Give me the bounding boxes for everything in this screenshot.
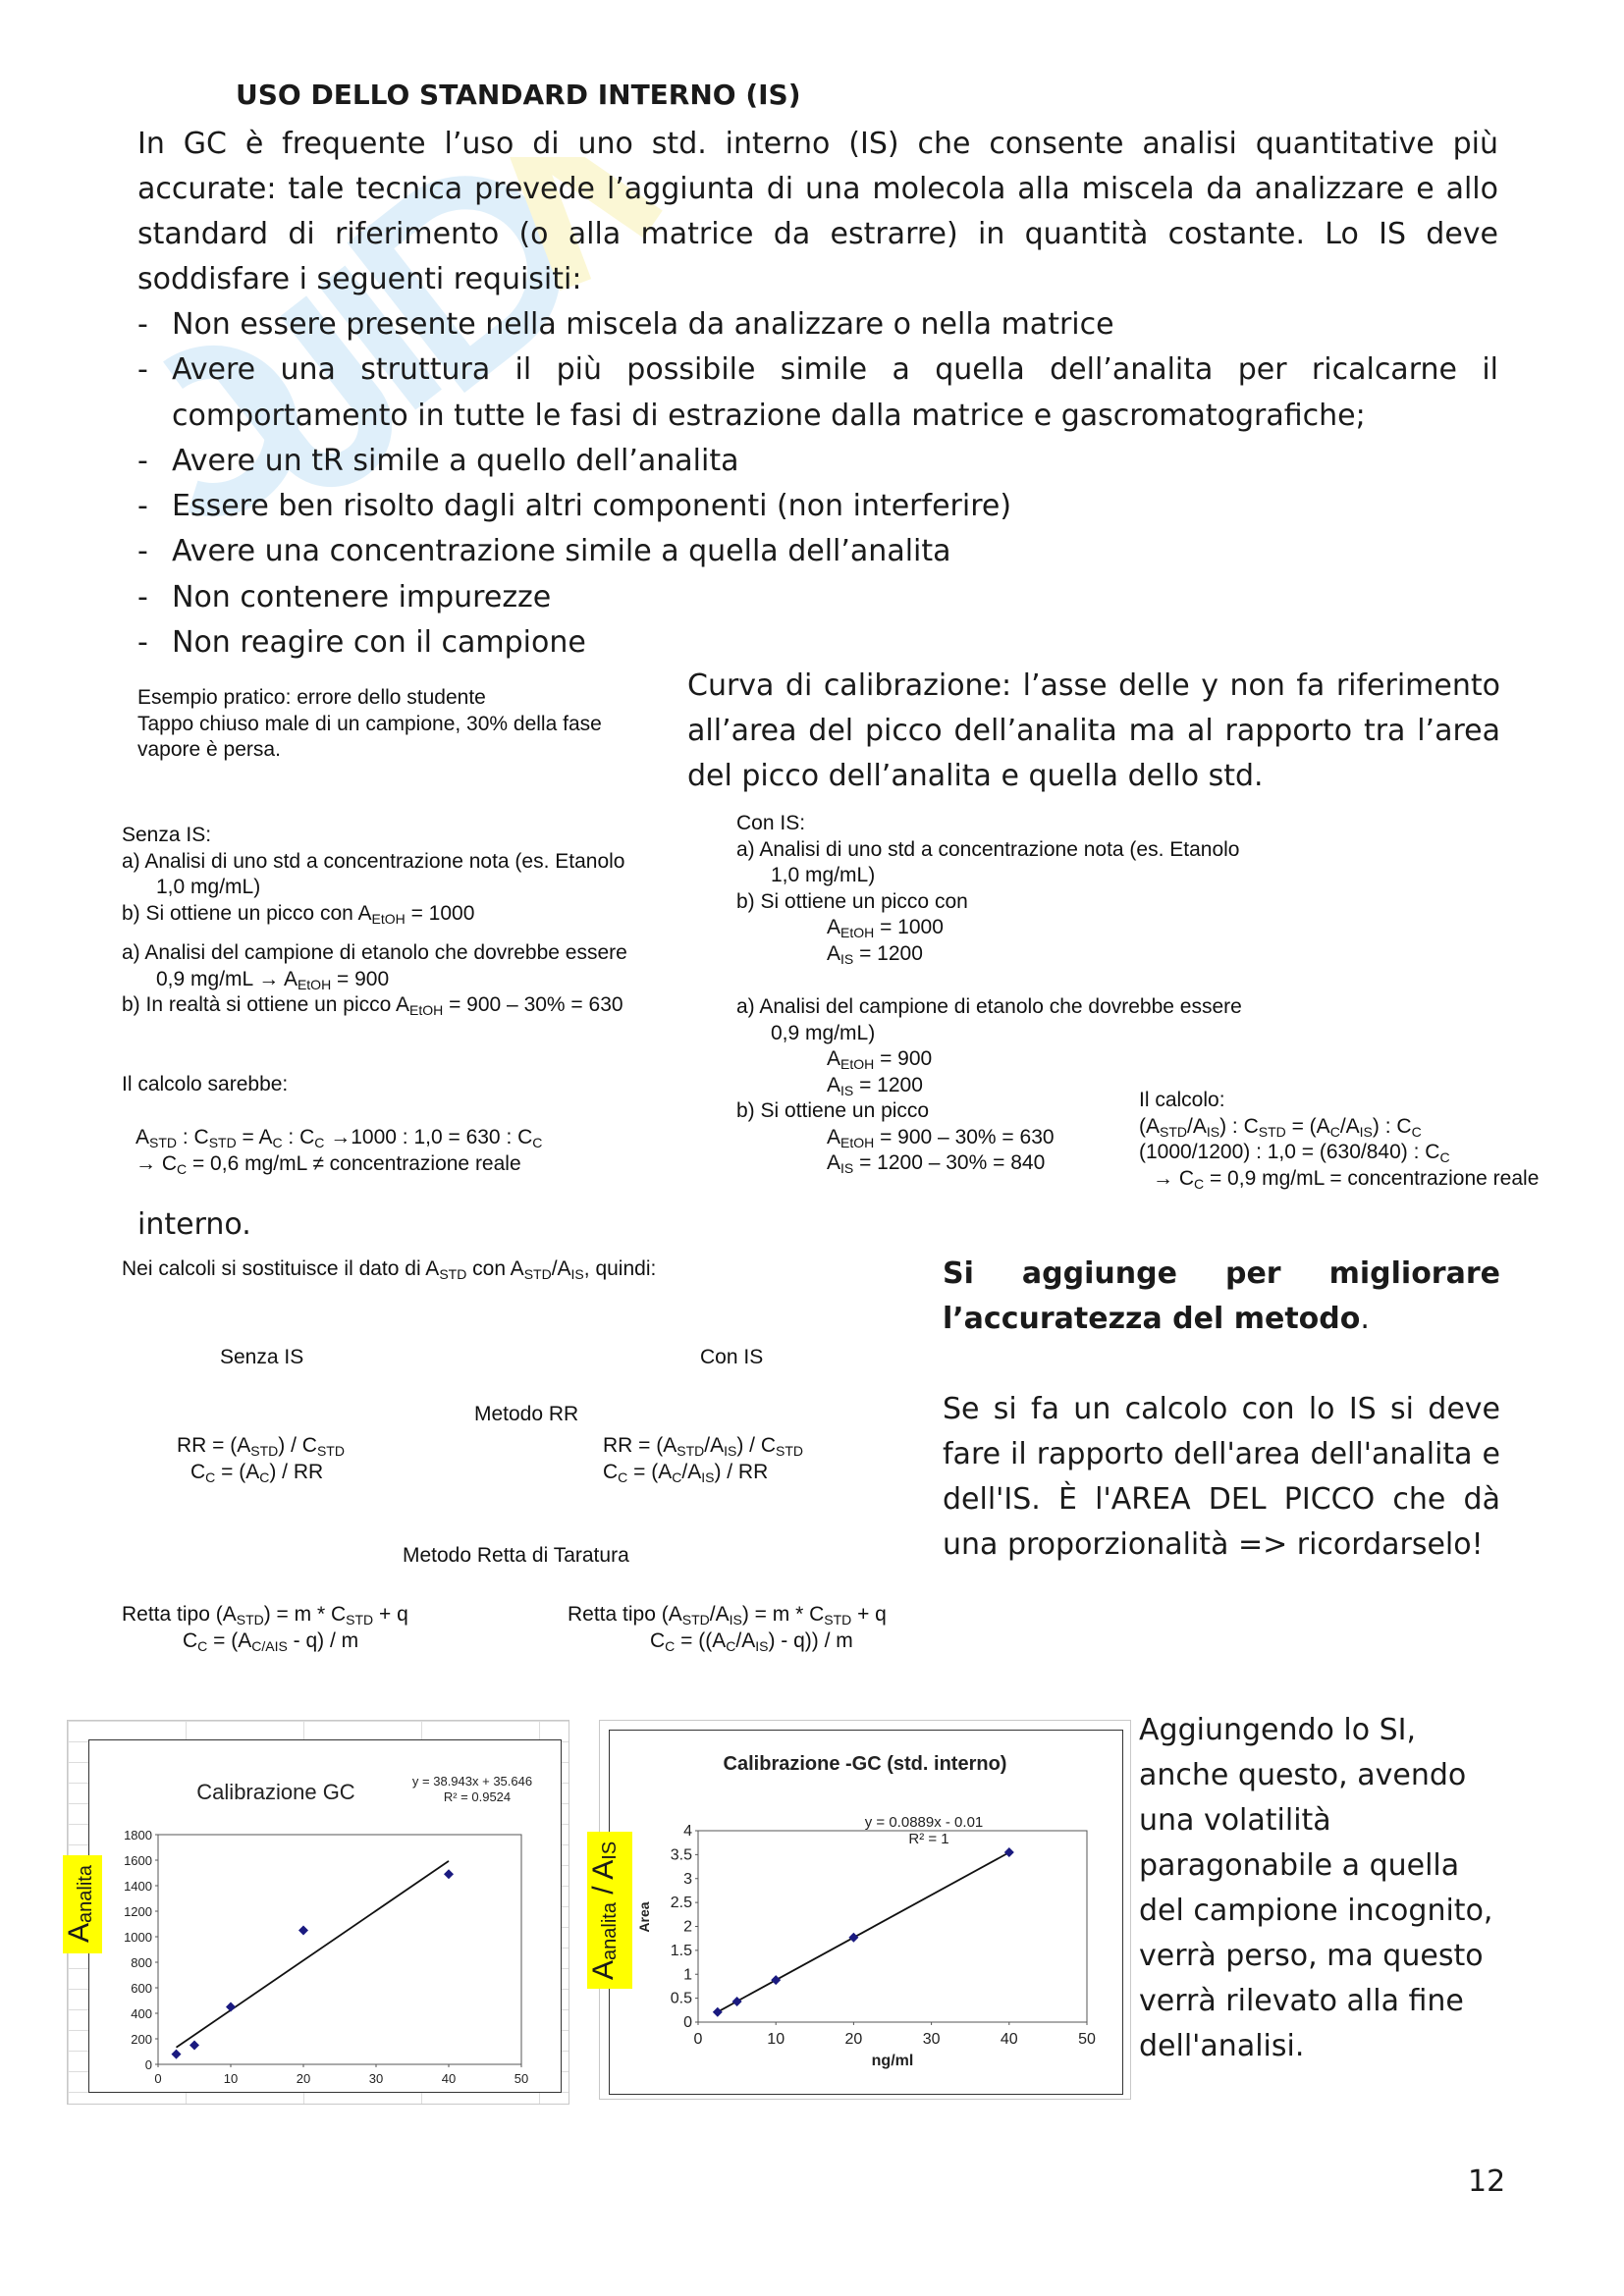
trendline-equation: y = 38.943x + 35.646	[411, 1774, 533, 1789]
data-point	[771, 1975, 781, 1985]
section-title: USO DELLO STANDARD INTERNO (IS)	[236, 79, 801, 111]
y-tick-label: 1.5	[670, 1942, 692, 1959]
x-tick-label: 40	[1000, 2031, 1018, 2048]
chart1-ylabel: $A_{analita}$	[63, 1855, 102, 1953]
calc-line: → $C_C = 0,9$ mg/mL = concentrazione reale	[1153, 1166, 1540, 1192]
step-text: b) Si ottiene un picco	[736, 1099, 930, 1122]
accuracy-note: Si aggiunge per migliorare l’accuratezza del metodo.	[943, 1256, 1500, 1336]
list-item: - Avere una struttura il più possibile simile a quella dell’analita per ricalcarne il comportamento in tutte le fasi di estrazione dalla matrice e gascromatografiche;	[137, 347, 1498, 439]
rr-formula-right	[603, 1433, 803, 1485]
list-item: - Essere ben risolto dagli altri componenti (non interferire)	[137, 484, 1498, 529]
formula-line: $C_C = (A_C)$ / RR	[190, 1460, 324, 1485]
rr-formula-left	[177, 1433, 345, 1485]
substitution-note	[122, 1256, 656, 1283]
y-tick-label: 600	[131, 1981, 152, 1996]
y-tick-label: 2.5	[670, 1895, 692, 1912]
con-is-label: Con IS	[700, 1346, 764, 1368]
step-text: 0,9 $mg/mL \to A_{EtOH} = 900$	[156, 967, 390, 992]
x-tick-label: 20	[844, 2031, 863, 2048]
y-tick-label: 1400	[124, 1879, 152, 1894]
calc-line: (1000/1200) : 1,0 = (630/840) : $C_C$	[1139, 1141, 1450, 1165]
block-heading: Senza IS:	[122, 824, 212, 846]
retta-formula-left	[122, 1602, 408, 1654]
y-tick-label: 1800	[124, 1828, 152, 1842]
list-item: - Non contenere impurezze	[137, 575, 1498, 620]
example-line: vapore è persa.	[137, 738, 281, 761]
chart2-frame	[609, 1730, 1123, 2095]
step-text: 1,0 mg/mL)	[156, 876, 261, 898]
requirements-list	[137, 302, 1498, 666]
x-tick-label: 40	[441, 2071, 457, 2086]
plot-area	[698, 1831, 1087, 2022]
formula-line: Retta tipo $(A_{STD}/A_{IS}) = m * C_{STD} + q$	[568, 1603, 887, 1628]
step-text: 0,9 mg/mL)	[771, 1021, 876, 1044]
x-tick-label: 30	[368, 2071, 384, 2086]
y-tick-label: 4	[683, 1823, 692, 1840]
list-item: - Non reagire con il campione	[137, 620, 1498, 666]
calc-line: → $C_C = 0,6$ mg/mL ≠ concentrazione reale	[135, 1151, 521, 1177]
y-axis-label: Area	[636, 1901, 652, 1933]
calibration-note: Curva di calibrazione: l’asse delle y non fa riferimento all’area del picco dell’analita ma al rapporto tra l’area del picco dell’analita e quella dello std.	[687, 668, 1500, 793]
trendline-equation: y = 0.0889x - 0.01	[864, 1814, 984, 1831]
step-text: $A_{IS} = 1200$	[827, 1073, 923, 1098]
y-tick-label: 3	[683, 1870, 692, 1888]
rr-method-title: Metodo RR	[474, 1403, 579, 1425]
formula-line: $C_C = ((A_C/A_{IS}) - q)) / m$	[650, 1629, 853, 1654]
calc-line: $(A_{STD}/A_{IS})$ : $C_{STD} = (A_C/A_{IS})$ : $C_C$	[1139, 1114, 1422, 1140]
example-line: Tappo chiuso male di un campione, 30% della fase	[137, 712, 602, 735]
chart1-frame	[88, 1739, 562, 2093]
formula-line: RR = $(A_{STD}/A_{IS}) / C_{STD}$	[603, 1434, 804, 1459]
y-tick-label: 1000	[124, 1930, 152, 1945]
example-box	[137, 685, 602, 764]
retta-formula-right	[568, 1602, 887, 1654]
y-tick-label: 1600	[124, 1853, 152, 1868]
x-tick-label: 0	[154, 2071, 162, 2086]
step-text: b) Si ottiene un picco con $A_{EtOH} = 1000$	[122, 901, 475, 927]
page-number: 12	[1468, 2164, 1506, 2199]
calc-heading: Il calcolo:	[1139, 1089, 1225, 1111]
y-tick-label: 200	[131, 2032, 152, 2047]
x-tick-label: 0	[693, 2031, 703, 2048]
step-text: a) Analisi del campione di etanolo che dovrebbe essere	[122, 941, 627, 964]
intro-paragraph: In GC è frequente l’uso di uno std. interno (IS) che consente analisi quantitative più accurate: tale tecnica prevede l’aggiunta di una molecola alla miscela da analizzare e allo standard di riferimento (o alla matrice da estrarre) in quantità costante. Lo IS deve soddisfare i seguenti requisiti:	[137, 127, 1498, 296]
step-text: $A_{EtOH} = 900$	[827, 1047, 933, 1072]
step-text: a) Analisi del campione di etanolo che dovrebbe essere	[736, 995, 1242, 1018]
y-tick-label: 400	[131, 2006, 152, 2021]
chart2-svg	[610, 1731, 1122, 2094]
list-item: - Avere una concentrazione simile a quella dell’analita	[137, 529, 1498, 574]
y-tick-label: 1200	[124, 1904, 152, 1919]
formula-line: $C_C = (A_C/A_{IS})$ / RR	[603, 1460, 769, 1485]
step-text: $A_{EtOH} = 900 - 30\% = 630$	[827, 1125, 1055, 1150]
x-tick-label: 10	[223, 2071, 239, 2086]
calc-heading: Il calcolo sarebbe:	[122, 1072, 289, 1095]
formula-line: $C_C = (A_{C/AIS} - q) / m$	[183, 1629, 359, 1654]
y-tick-label: 800	[131, 1955, 152, 1970]
step-text: b) In realtà si ottiene un picco $A_{EtOH} = 900 - 30\% = 630$	[122, 993, 623, 1018]
step-text: a) Analisi di uno std a concentrazione nota (es. Etanolo	[122, 849, 625, 873]
data-point	[1004, 1847, 1014, 1857]
example-line: Esempio pratico: errore dello studente	[137, 686, 486, 709]
y-tick-label: 0.5	[670, 1990, 692, 2007]
plot-area	[158, 1835, 521, 2064]
r-squared: R² = 0.9524	[443, 1789, 512, 1804]
y-tick-label: 0	[683, 2014, 692, 2031]
step-text: $A_{IS} = 1200$	[827, 941, 923, 967]
formula-line: Retta tipo $(A_{STD}) = m * C_{STD} + q$	[122, 1603, 408, 1628]
senza-is-block	[122, 823, 691, 1177]
y-tick-label: 0	[144, 2057, 152, 2072]
volatility-note: Aggiungendo lo SI, anche questo, avendo una volatilità paragonabile a quella del campione incognito, verrà perso, ma questo verrà rilevato alla fine dell'analisi.	[1139, 1713, 1493, 2063]
list-item: - Non essere presente nella miscela da analizzare o nella matrice	[137, 302, 1498, 347]
trendline	[177, 1861, 450, 2048]
formula-line: RR = $(A_{STD}) / C_{STD}$	[177, 1434, 345, 1459]
list-item: - Avere un tR simile a quello dell’analita	[137, 439, 1498, 484]
data-point	[172, 2050, 182, 2059]
r-squared: R² = 1	[908, 1831, 949, 1847]
data-point	[444, 1869, 454, 1879]
y-tick-label: 2	[683, 1918, 692, 1936]
step-text: b) Si ottiene un picco con	[736, 889, 968, 913]
block-heading: Con IS:	[736, 812, 806, 834]
calc-line: $A_{STD}$ : $C_{STD} = A_C$ : $C_C \to 1000$ : 1,0 = 630 : $C_C$	[135, 1126, 543, 1150]
step-text: $A_{IS} = 1200 - 30\% = 840$	[827, 1151, 1046, 1176]
data-point	[298, 1926, 308, 1936]
data-point	[189, 2041, 199, 2051]
x-tick-label: 30	[922, 2031, 941, 2048]
y-tick-label: 1	[683, 1966, 692, 1984]
interno-text: interno.	[137, 1207, 251, 1242]
data-point	[732, 1997, 742, 2006]
trendline	[718, 1852, 1009, 2012]
con-is-calc	[1139, 1088, 1620, 1192]
step-text: $A_{EtOH} = 1000$	[827, 916, 944, 940]
x-tick-label: 20	[296, 2071, 311, 2086]
chart2-ylabel: $A_{analita} / A_{IS}$	[587, 1832, 632, 1989]
y-tick-label: 3.5	[670, 1846, 692, 1864]
chart-title: Calibrazione GC	[196, 1780, 355, 1804]
data-point	[848, 1933, 858, 1943]
chart-title: Calibrazione -GC (std. interno)	[723, 1753, 1007, 1775]
data-point	[713, 2007, 723, 2017]
note-line: Nei calcoli si sostituisce il dato di $A_{STD}$ con $A_{STD}/A_{IS}$, quindi:	[122, 1257, 657, 1282]
senza-is-label: Senza IS	[220, 1346, 304, 1368]
data-point	[226, 2002, 236, 2012]
area-note: Se si fa un calcolo con lo IS si deve fare il rapporto dell'area dell'analita e dell'IS. È l'AREA DEL PICCO che dà una proporzionalità => ricordarselo!	[943, 1392, 1500, 1562]
step-text: a) Analisi di uno std a concentrazione nota (es. Etanolo	[736, 837, 1240, 861]
x-tick-label: 10	[767, 2031, 785, 2048]
retta-method-title: Metodo Retta di Taratura	[403, 1544, 629, 1567]
step-text: 1,0 mg/mL)	[771, 864, 876, 886]
x-tick-label: 50	[1078, 2031, 1096, 2048]
x-tick-label: 50	[514, 2071, 529, 2086]
chart1-svg	[89, 1740, 561, 2092]
x-axis-label: ng/ml	[871, 2053, 914, 2069]
